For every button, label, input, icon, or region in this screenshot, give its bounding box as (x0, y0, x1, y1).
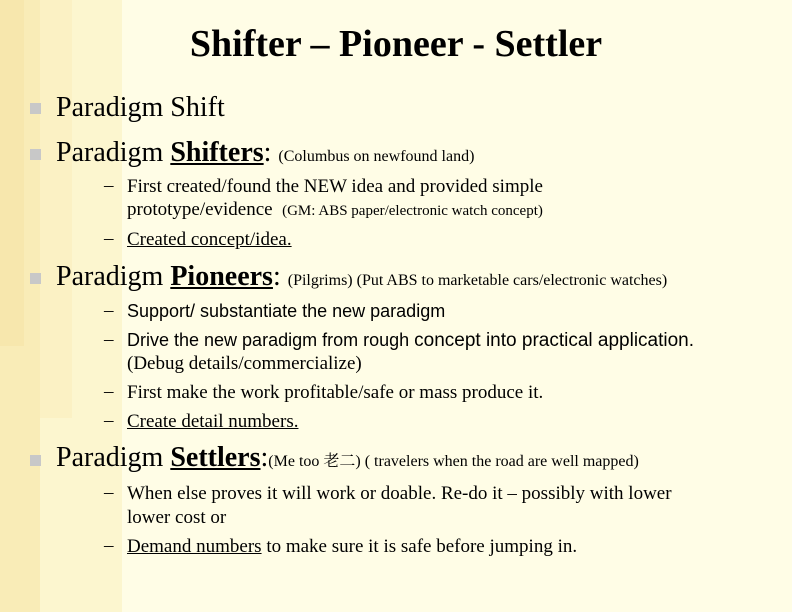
sub-text: Demand numbers (127, 536, 262, 557)
keyword-settlers: Settlers (170, 442, 261, 473)
sub-bullet (127, 329, 694, 352)
bullet-text: Paradigm (56, 137, 171, 168)
sub-bullet: Support/ substantiate the new paradigm (127, 301, 446, 321)
sub-note: (GM: ABS paper/electronic watch concept) (282, 203, 543, 219)
sub-bullet: When else proves it will work or doable. Re-do it – possibly with lower (127, 483, 672, 504)
sub-text: concept into practical application. (414, 330, 695, 351)
bullet-text: Paradigm (56, 442, 171, 473)
sub-text: prototype/evidence (127, 199, 273, 220)
dash-marker: – (104, 329, 114, 350)
sub-bullet-continued: lower cost or (127, 507, 227, 528)
bullet-colon: : (263, 137, 272, 168)
bullet-text: Paradigm (56, 261, 171, 292)
keyword-shifters: Shifters (170, 137, 264, 168)
bullet-square-icon (30, 103, 41, 114)
dash-marker: – (104, 228, 114, 249)
sub-bullet: Created concept/idea. (127, 229, 292, 250)
slide-title: Shifter – Pioneer - Settler (189, 23, 603, 65)
dash-marker: – (104, 535, 114, 556)
bullet-colon: : (260, 442, 269, 473)
bullet-paradigm-pioneers (56, 261, 667, 293)
sub-bullet: Create detail numbers. (127, 411, 299, 432)
dash-marker: – (104, 410, 114, 431)
sub-bullet: First created/found the NEW idea and provided simple (127, 176, 543, 197)
dash-marker: – (104, 381, 114, 402)
bullet-paradigm-shifters (56, 137, 474, 169)
bullet-square-icon (30, 455, 41, 466)
dash-marker: – (104, 482, 114, 503)
dash-marker: – (104, 175, 114, 196)
sub-bullet-continued: (Debug details/commercialize) (127, 353, 362, 374)
bullet-colon: : (272, 261, 281, 292)
bullet-note: (Me too 老二) ( travelers when the road are well mapped) (268, 453, 639, 470)
bullet-square-icon (30, 273, 41, 284)
dash-marker: – (104, 300, 114, 321)
sub-bullet: First make the work profitable/safe or mass produce it. (127, 382, 544, 403)
bullet-note: (Columbus on newfound land) (278, 148, 475, 165)
sub-text: Drive the new paradigm from rough (127, 330, 415, 350)
bullet-paradigm-settlers (56, 442, 639, 474)
bullet-note: (Pilgrims) (Put ABS to marketable cars/electronic watches) (287, 272, 668, 289)
bullet-paradigm-shift: Paradigm Shift (56, 92, 225, 123)
sub-text: to make sure it is safe before jumping in. (261, 536, 578, 557)
sub-bullet-continued (127, 198, 543, 223)
sub-bullet (127, 535, 577, 558)
bullet-square-icon (30, 149, 41, 160)
keyword-pioneers: Pioneers (170, 261, 273, 292)
